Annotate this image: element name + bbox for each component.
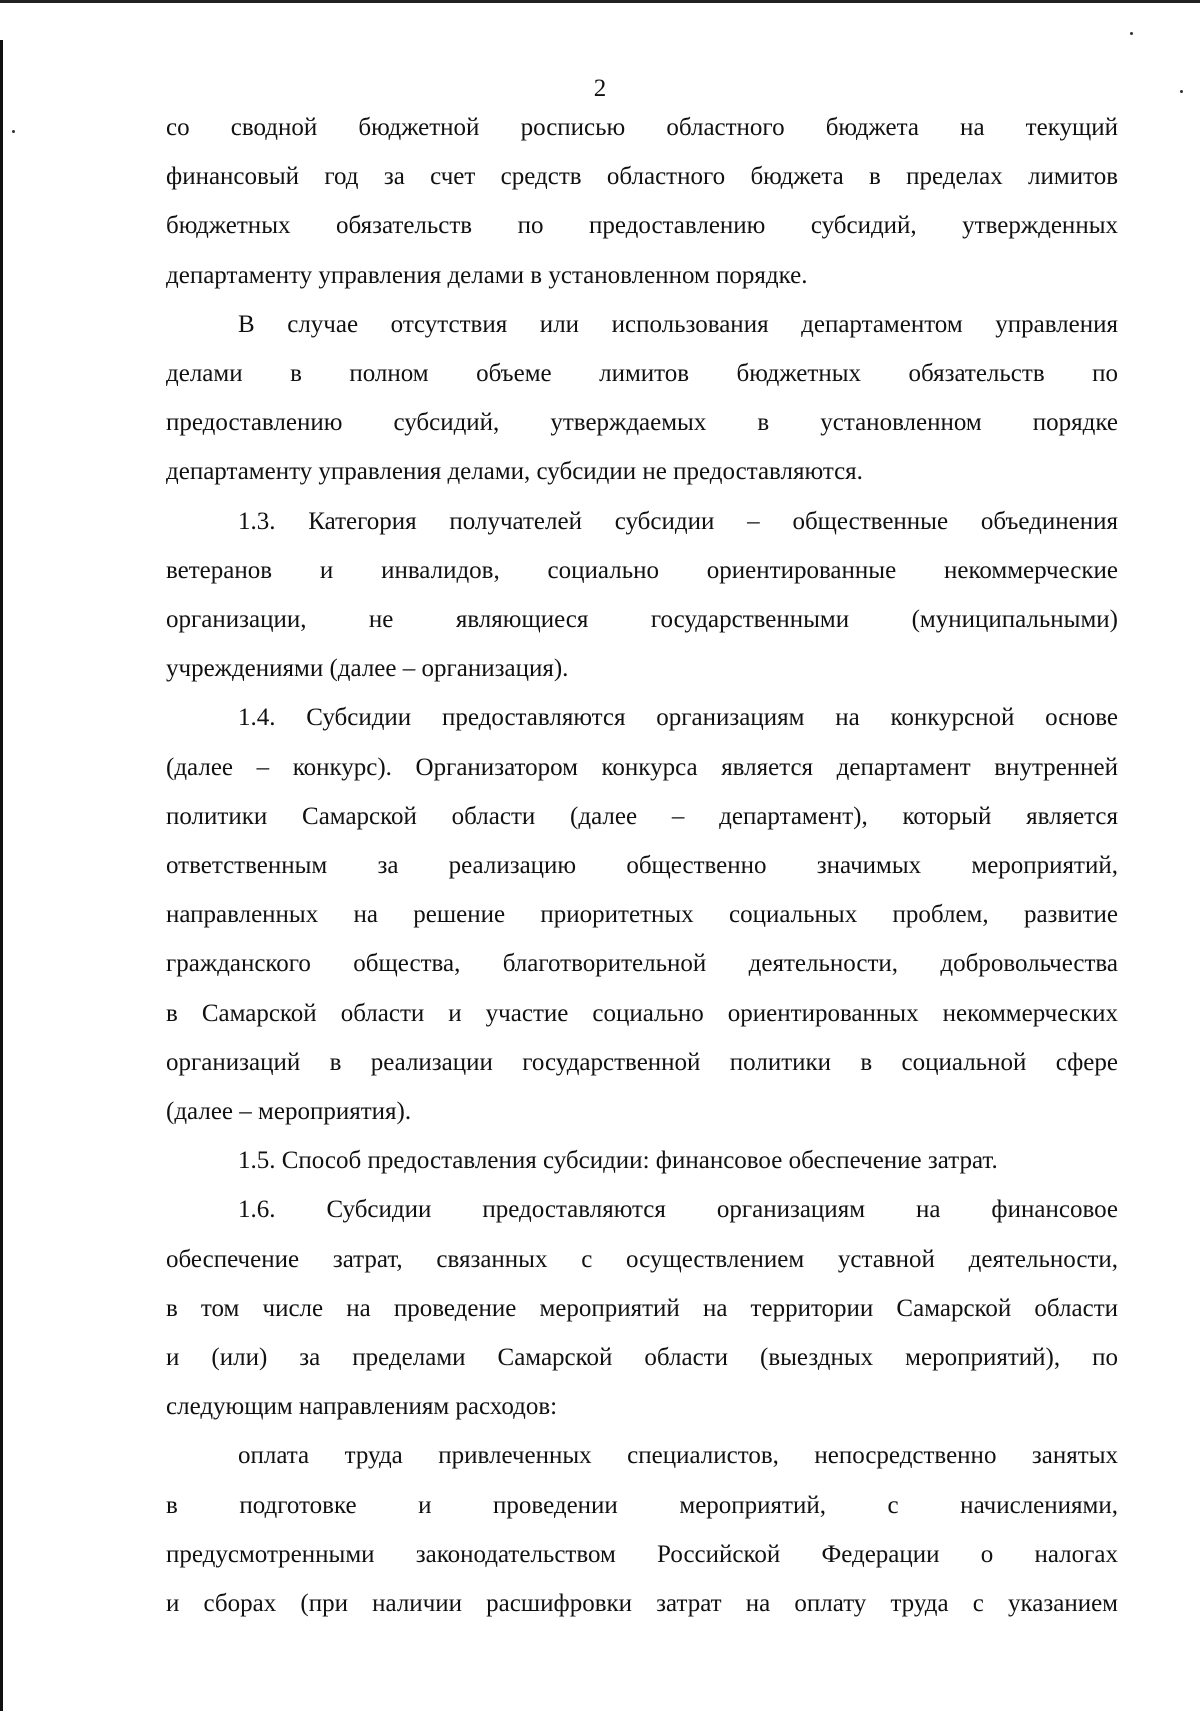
text-line: гражданского общества, благотворительной деятельности, добровольчества xyxy=(166,950,1118,978)
text-line: организаций в реализации государственной политики в социальной сфере xyxy=(166,1048,1118,1076)
text-line: ветеранов и инвалидов, социально ориентированные некоммерческие xyxy=(166,556,1118,584)
text-line: ответственным за реализацию общественно значимых мероприятий, xyxy=(166,852,1118,880)
text-line: в подготовке и проведении мероприятий, с начислениями, xyxy=(166,1491,1118,1519)
text-line: делами в полном объеме лимитов бюджетных обязательств по xyxy=(166,360,1118,388)
text-line: со сводной бюджетной росписью областного бюджета на текущий xyxy=(166,114,1118,141)
text-line: политики Самарской области (далее – департамент), который является xyxy=(166,802,1118,830)
text-line: бюджетных обязательств по предоставлению субсидий, утвержденных xyxy=(166,212,1118,240)
text-line: и сборах (при наличии расшифровки затрат на оплату труда с указанием xyxy=(166,1590,1118,1618)
text-line: предоставлению субсидий, утверждаемых в установленном порядке xyxy=(166,409,1118,437)
paragraph xyxy=(166,693,1118,1136)
text-line: В случае отсутствия или использования департаментом управления xyxy=(238,310,1118,338)
text-line: направленных на решение приоритетных социальных проблем, развитие xyxy=(166,901,1118,929)
text-line: организации, не являющиеся государственными (муниципальными) xyxy=(166,606,1118,634)
text-line: оплата труда привлеченных специалистов, непосредственно занятых xyxy=(238,1442,1118,1470)
text-line: 1.5. Способ предоставления субсидии: финансовое обеспечение затрат. xyxy=(238,1147,998,1175)
paragraph xyxy=(166,1431,1118,1628)
document-body xyxy=(166,103,1118,1628)
scan-speck xyxy=(12,130,15,133)
paragraph xyxy=(166,300,1118,497)
text-line: в Самарской области и участие социально ориентированных некоммерческих xyxy=(166,999,1118,1027)
paragraph xyxy=(166,497,1118,694)
scan-edge-top xyxy=(0,0,1200,3)
text-line: (далее – конкурс). Организатором конкурса является департамент внутренней xyxy=(166,753,1118,781)
text-line: (далее – мероприятия). xyxy=(166,1098,412,1126)
text-line: обеспечение затрат, связанных с осуществлением уставной деятельности, xyxy=(166,1245,1118,1273)
text-line: и (или) за пределами Самарской области (выездных мероприятий), по xyxy=(166,1344,1118,1372)
paragraph xyxy=(166,103,1118,300)
text-line: 1.4. Субсидии предоставляются организациям на конкурсной основе xyxy=(238,704,1118,732)
paragraph xyxy=(166,1185,1118,1431)
page-number: 2 xyxy=(593,75,607,102)
text-line: следующим направлениям расходов: xyxy=(166,1393,558,1421)
text-line: финансовый год за счет средств областного бюджета в пределах лимитов xyxy=(166,163,1118,191)
scan-speck xyxy=(1130,32,1133,35)
text-line: в том числе на проведение мероприятий на территории Самарской области xyxy=(166,1294,1118,1322)
text-line: учреждениями (далее – организация). xyxy=(166,655,569,683)
text-line: департаменту управления делами в установленном порядке. xyxy=(166,261,808,289)
text-line: департаменту управления делами, субсидии не предоставляются. xyxy=(166,458,863,486)
text-line: предусмотренными законодательством Российской Федерации о налогах xyxy=(166,1540,1118,1568)
text-line: 1.3. Категория получателей субсидии – общественные объединения xyxy=(238,507,1118,535)
paragraph xyxy=(166,1136,1118,1185)
scan-edge-left xyxy=(0,40,3,1711)
text-line: 1.6. Субсидии предоставляются организациям на финансовое xyxy=(238,1196,1118,1224)
